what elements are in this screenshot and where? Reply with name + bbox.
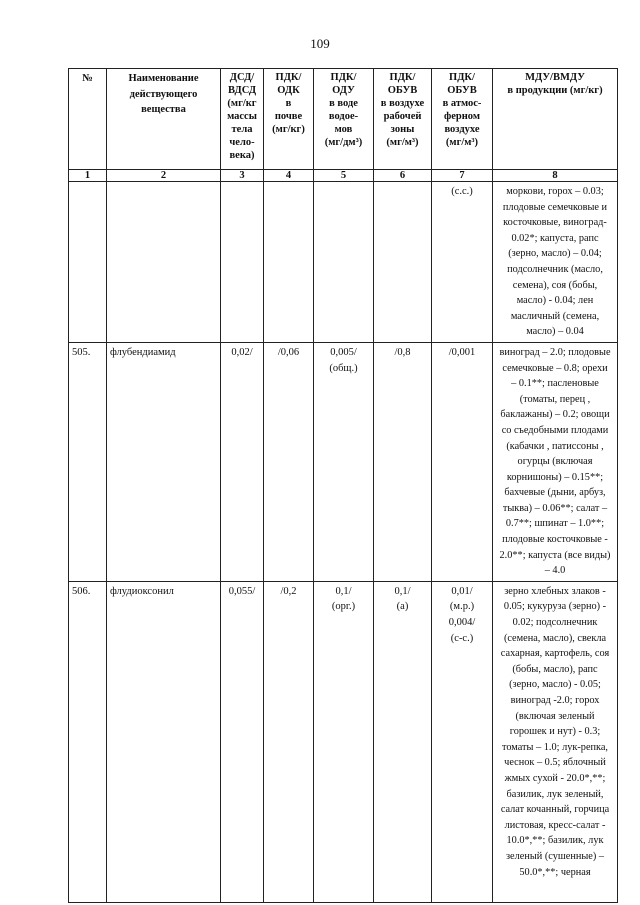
- table-row: [69, 581, 618, 902]
- atm-air-value: 0,01/ (м.р.) 0,004/ (с-с.): [432, 581, 493, 902]
- substance-name: флубендиамид: [107, 342, 221, 581]
- header-soil: ПДК/ ОДК в почве (мг/кг): [264, 69, 314, 170]
- soil-value: /0,06: [264, 342, 314, 581]
- water-value: [314, 182, 374, 343]
- substance-name: [107, 182, 221, 343]
- water-value: 0,1/ (орг.): [314, 581, 374, 902]
- column-number: 1: [69, 170, 107, 182]
- header-mdu: МДУ/ВМДУ в продукции (мг/кг): [493, 69, 618, 170]
- work-air-value: [374, 182, 432, 343]
- column-number: 6: [374, 170, 432, 182]
- header-water: ПДК/ ОДУ в воде водое- мов (мг/дм³): [314, 69, 374, 170]
- soil-value: [264, 182, 314, 343]
- mdu-value: зерно хлебных злаков - 0.05; кукуруза (зерно) - 0.02; подсолнечник (семена, масло), свекла сахарная, картофель, соя (бобы, масло), рапс (зерно, масло) - 0.05; виноград -2.0; горох (включая зеленый горошек и нут) - 0.3; томаты – 1.0; лук-репка, чеснок – 0.5; яблочный жмых сухой - 20.0*,**; базилик, лук зеленый, салат кочанный, горчица листовая, кресс-салат - 10.0*,**; базилик, лук зеленый (сушенные) – 50.0*,**; черная: [493, 581, 618, 902]
- dsd-value: [221, 182, 264, 343]
- dsd-value: 0,02/: [221, 342, 264, 581]
- work-air-value: 0,1/ (а): [374, 581, 432, 902]
- page-number: 109: [310, 36, 330, 51]
- header-row: [69, 69, 618, 170]
- header-work-air: ПДК/ ОБУВ в воздухе рабочей зоны (мг/м³): [374, 69, 432, 170]
- row-number: 506.: [69, 581, 107, 902]
- column-number: 3: [221, 170, 264, 182]
- mdu-value: виноград – 2.0; плодовые семечковые – 0.8; орехи – 0.1**; пасленовые (томаты, перец , баклажаны) – 0.2; овощи со съедобными плодами (кабачки , патиссоны , огурцы (включая корнишоны) – 0.15**; бахчевые (дыни, арбуз, тыква) – 0.06**; салат – 0.7**; шпинат – 1.0**; плодовые косточковые - 2.0**; капуста (все виды) – 4.0: [493, 342, 618, 581]
- row-number: 505.: [69, 342, 107, 581]
- row-number: [69, 182, 107, 343]
- dsd-value: 0,055/: [221, 581, 264, 902]
- table-row: [69, 182, 618, 343]
- header-atm-air: ПДК/ ОБУВ в атмос- ферном воздухе (мг/м³): [432, 69, 493, 170]
- atm-air-value: (с.с.): [432, 182, 493, 343]
- work-air-value: /0,8: [374, 342, 432, 581]
- pesticide-table: [68, 68, 618, 903]
- column-number: 7: [432, 170, 493, 182]
- column-number: 4: [264, 170, 314, 182]
- column-number: 5: [314, 170, 374, 182]
- soil-value: /0,2: [264, 581, 314, 902]
- header-number: №: [69, 69, 107, 170]
- header-substance-name: Наименование действующего вещества: [107, 69, 221, 170]
- table-row: [69, 342, 618, 581]
- column-number: 8: [493, 170, 618, 182]
- water-value: 0,005/ (общ.): [314, 342, 374, 581]
- column-number-row: [69, 170, 618, 182]
- column-number: 2: [107, 170, 221, 182]
- header-dsd: ДСД/ ВДСД (мг/кг массы тела чело- века): [221, 69, 264, 170]
- mdu-value: моркови, горох – 0.03; плодовые семечковые и косточковые, виноград- 0.02*; капуста, рапс (зерно, масло) – 0.04; подсолнечник (масло, семена), соя (бобы, масло) - 0.04; лен масличный (семена, масло) – 0.04: [493, 182, 618, 343]
- substance-name: флудиоксонил: [107, 581, 221, 902]
- atm-air-value: /0,001: [432, 342, 493, 581]
